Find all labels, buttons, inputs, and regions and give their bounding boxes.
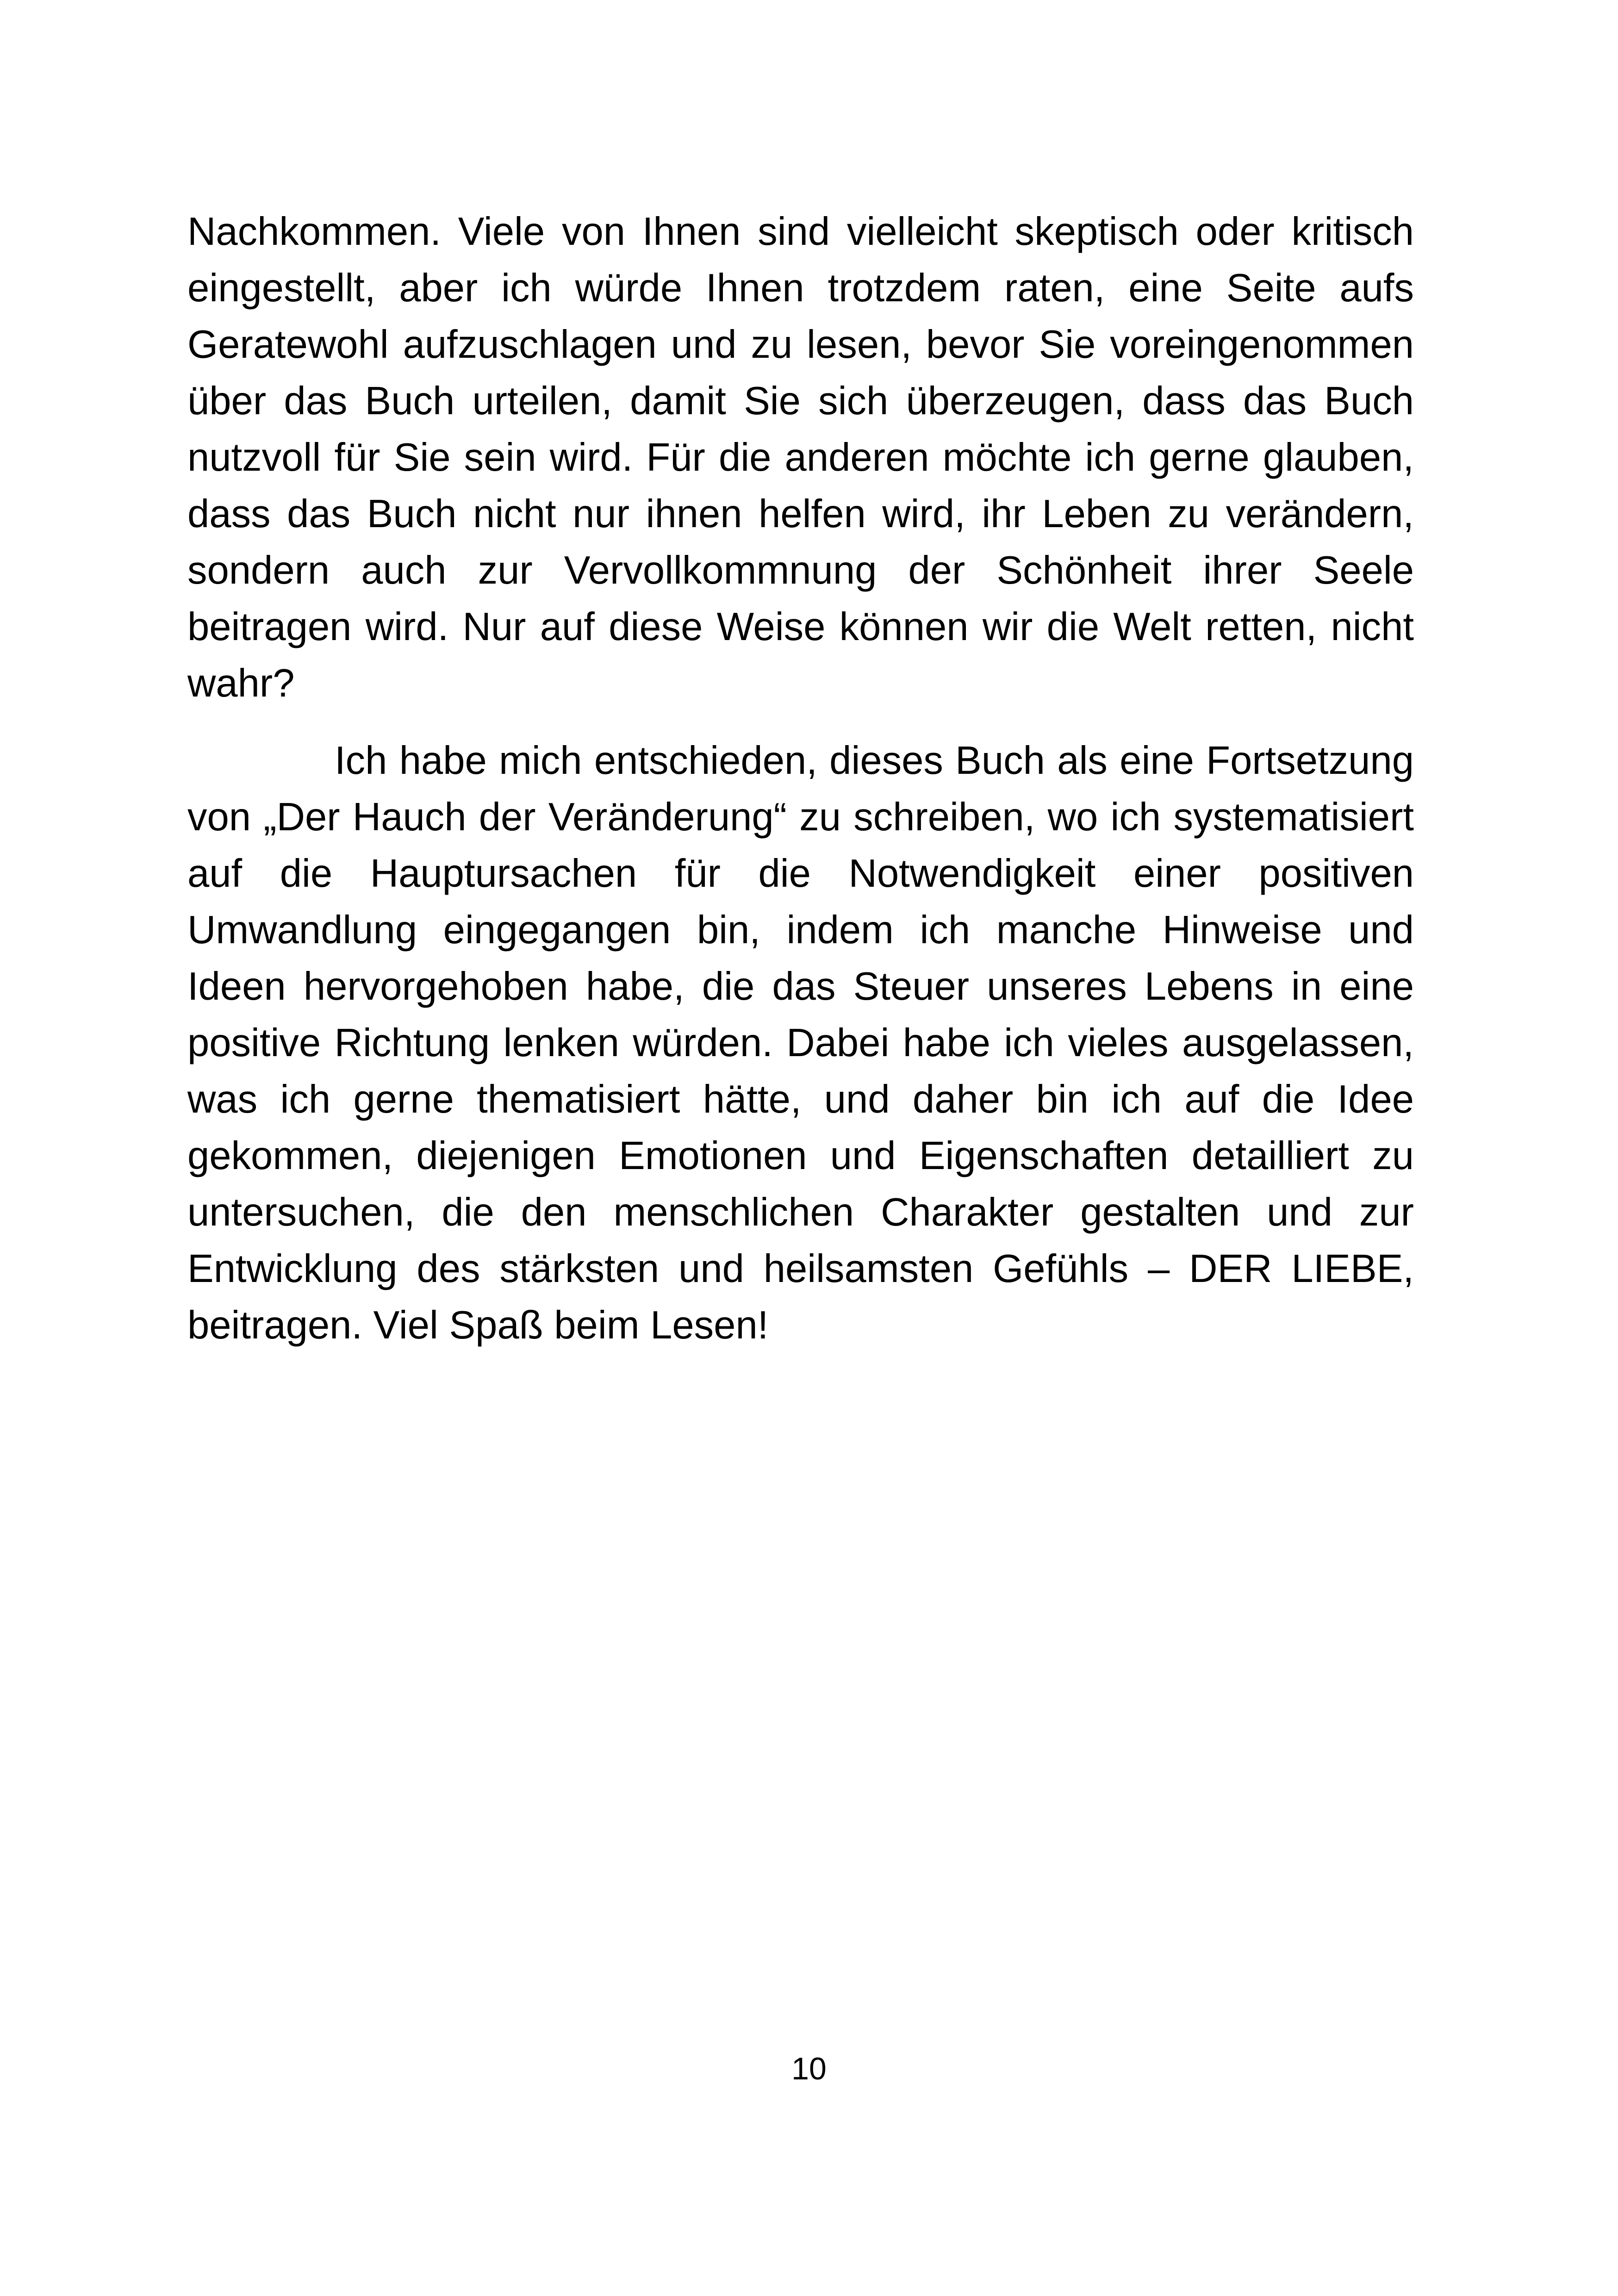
paragraph-indented: Ich habe mich entschieden, dieses Buch als eine Fortsetzung von „Der Hauch der Veränderung“ zu schreiben, wo ich systematisiert auf die Hauptursachen für die Notwendigkeit einer positiven Umwandlung eingegangen bin, indem ich manche Hinweise und Ideen hervorgehoben habe, die das Steuer unseres Lebens in eine positive Richtung lenken würden. Dabei habe ich vieles ausgelassen, was ich gerne thematisiert hätte, und daher bin ich auf die Idee gekommen, diejenigen Emotionen und Eigenschaften detailliert zu untersuchen, die den menschlichen Charakter gestalten und zur Entwicklung des stärksten und heilsamsten Gefühls – DER LIEBE, beitragen. Viel Spaß beim Lesen! [187,739,1414,1347]
page-number: 10 [791,2051,827,2086]
paragraph-continuation: Nachkommen. Viele von Ihnen sind vielleicht skeptisch oder kritisch eingestellt, aber ich würde Ihnen trotzdem raten, eine Seite aufs Geratewohl aufzuschlagen und zu lesen, bevor Sie voreingenommen über das Buch urteilen, damit Sie sich überzeugen, dass das Buch nutzvoll für Sie sein wird. Für die anderen möchte ich gerne glauben, dass das Buch nicht nur ihnen helfen wird, ihr Leben zu verändern, sondern auch zur Vervollkommnung der Schönheit ihrer Seele beitragen wird. Nur auf diese Weise können wir die Welt retten, nicht wahr? [187,210,1414,705]
body-text [187,204,1414,1354]
